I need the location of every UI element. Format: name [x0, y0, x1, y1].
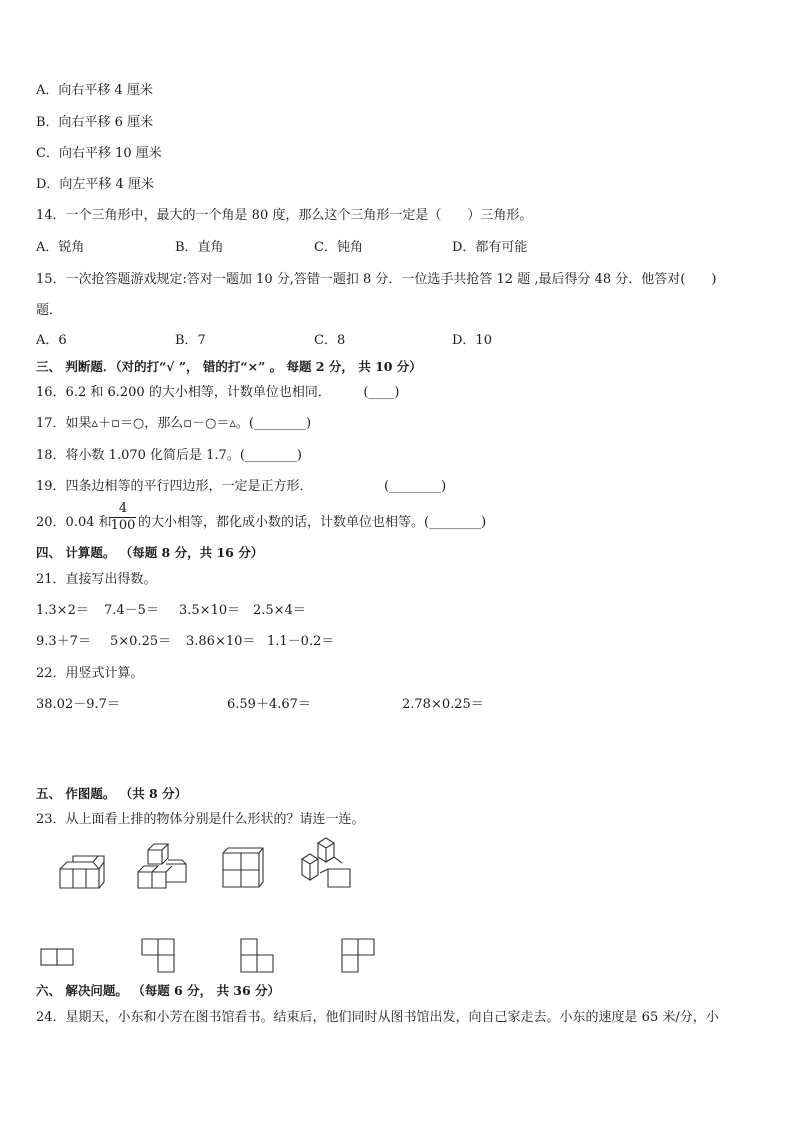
- q22-text: 22．用竖式计算。: [36, 666, 144, 681]
- q20-fraction: [110, 502, 136, 533]
- cube-figure-3: [219, 845, 267, 889]
- q22-item-1: 38.02－9.7＝: [36, 697, 120, 712]
- q21-r2-c2: 5×0.25＝: [110, 634, 172, 649]
- q14-stem: 14．一个三角形中，最大的一个角是 80 度，那么这个三角形一定是（ ）三角形。: [36, 208, 533, 223]
- q21-text: 21．直接写出得数。: [36, 572, 157, 587]
- section3-heading: 三、 判断题．（对的打“√ ”， 错的打“×” 。 每题 2 分， 共 10 分）: [36, 359, 422, 374]
- q24-text: 24．星期天，小东和小芳在图书馆看书。结束后，他们同时从图书馆出发，向自己家走去。小东的速度是 65 米/分，小: [36, 1010, 719, 1025]
- q15-stem-cont: 题．: [36, 303, 63, 318]
- q15-option-b: B．7: [175, 333, 206, 348]
- q14-option-c: C．钝角: [314, 240, 363, 255]
- q21-r1-c2: 7.4－5＝: [104, 603, 159, 618]
- q21-r2-c1: 9.3＋7＝: [36, 634, 91, 649]
- q15-option-d: D．10: [452, 333, 492, 348]
- section4-heading: 四、 计算题。 （每题 8 分，共 16 分）: [36, 545, 264, 560]
- top-view-shape-2: [141, 938, 177, 974]
- q22-item-2: 6.59＋4.67＝: [227, 697, 311, 712]
- cube-figure-2: [134, 842, 192, 892]
- q17-text: 17．如果▵＋▫＝○，那么▫－○＝▵。(________): [36, 416, 312, 431]
- q14-option-b: B．直角: [175, 240, 224, 255]
- fraction-denominator: 100: [110, 518, 136, 533]
- q15-option-a: A．6: [36, 333, 67, 348]
- q18-text: 18．将小数 1.070 化简后是 1.7。(________): [36, 448, 302, 463]
- q23-text: 23．从上面看上排的物体分别是什么形状的？请连一连。: [36, 812, 365, 827]
- q21-r1-c1: 1.3×2＝: [36, 603, 89, 618]
- q21-r1-c3: 3.5×10＝: [179, 603, 241, 618]
- q13-option-a: A．向右平移 4 厘米: [36, 83, 153, 98]
- q21-r2-c3: 3.86×10＝: [186, 634, 256, 649]
- cube-figure-4: [298, 837, 356, 891]
- q15-stem: 15．一次抢答题游戏规定:答对一题加 10 分,答错一题扣 8 分．一位选手共抢答 12 题 ,最后得分 48 分．他答对( ): [36, 272, 717, 287]
- q16-text: 16．6.2 和 6.200 的大小相等，计数单位也相同． (____): [36, 385, 400, 400]
- top-view-shape-3: [240, 938, 276, 974]
- q21-r2-c4: 1.1－0.2＝: [267, 634, 335, 649]
- q15-option-c: C．8: [314, 333, 346, 348]
- top-view-shape-1: [40, 947, 76, 967]
- q13-option-c: C．向右平移 10 厘米: [36, 146, 162, 161]
- cube-figure-1: [56, 852, 106, 890]
- q14-option-d: D．都有可能: [452, 240, 528, 255]
- q13-option-b: B．向右平移 6 厘米: [36, 115, 154, 130]
- top-view-shape-4: [341, 938, 377, 974]
- q20-post: 的大小相等，都化成小数的话，计数单位也相等。(________): [138, 515, 487, 530]
- q22-item-3: 2.78×0.25＝: [402, 697, 484, 712]
- q13-option-d: D．向左平移 4 厘米: [36, 177, 154, 192]
- fraction-numerator: 4: [118, 501, 128, 516]
- q20-pre: 20．0.04 和: [36, 515, 112, 530]
- q19-text: 19．四条边相等的平行四边形，一定是正方形． (________): [36, 479, 447, 494]
- section6-heading: 六、 解决问题。 （每题 6 分， 共 36 分）: [36, 983, 281, 998]
- section5-heading: 五、 作图题。 （共 8 分）: [36, 786, 188, 801]
- q14-option-a: A．锐角: [36, 240, 85, 255]
- q21-r1-c4: 2.5×4＝: [253, 603, 306, 618]
